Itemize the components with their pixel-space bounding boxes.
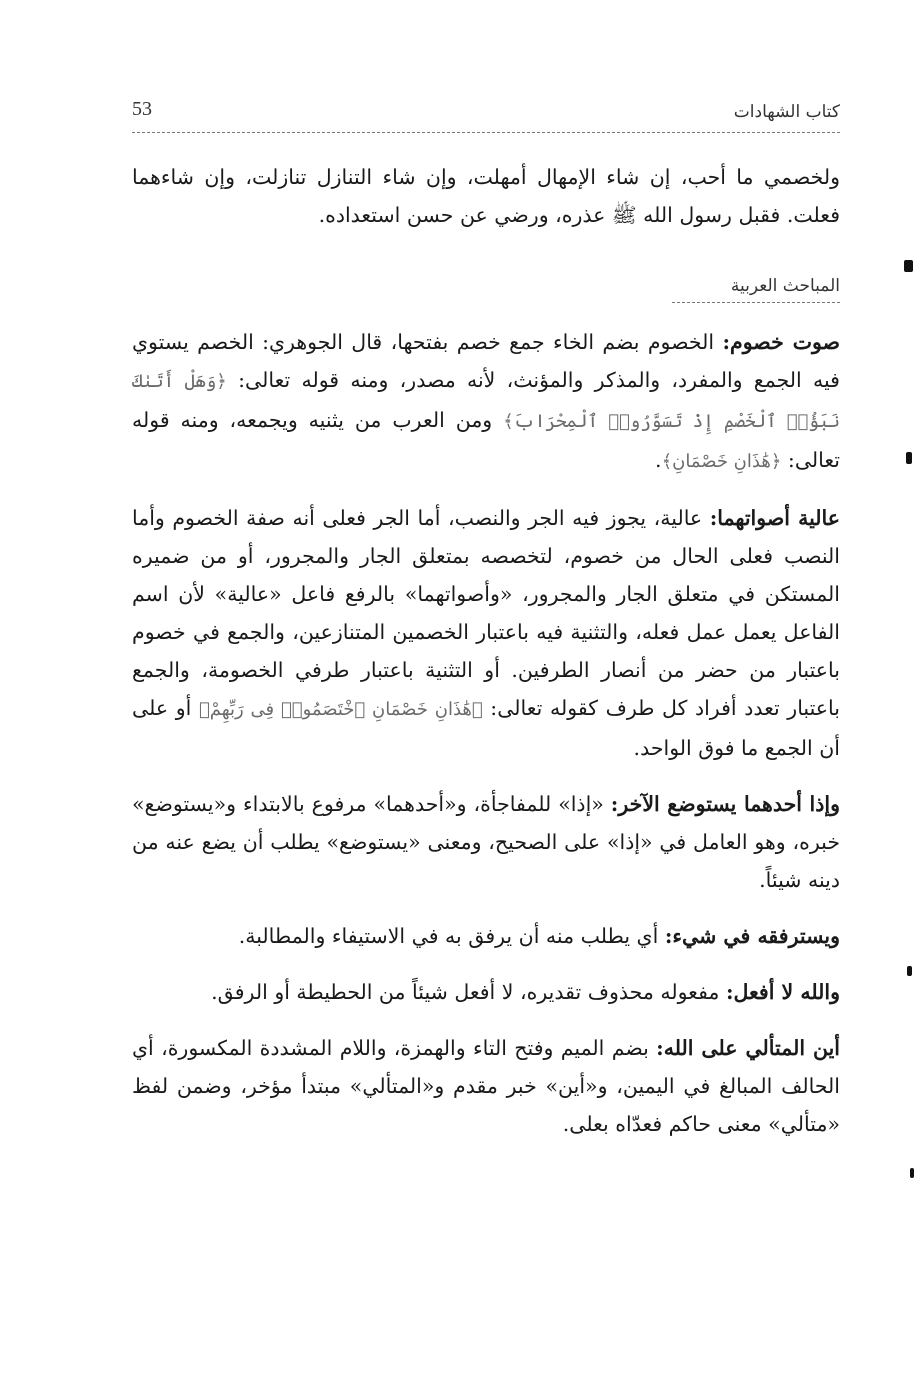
entry-term: صوت خصوم: <box>722 330 841 354</box>
entry-yastarfiquhu <box>132 917 840 955</box>
entry-la-afal <box>132 973 840 1011</box>
running-title: كتاب الشهادات <box>733 102 840 122</box>
entry-text: مفعوله محذوف تقديره، لا أفعل شيئاً من الحطيطة أو الرفق. <box>211 980 726 1004</box>
entry-al-mutaalli <box>132 1029 840 1143</box>
entry-term: ويسترفقه في شيء: <box>664 924 840 948</box>
entry-term: عالية أصواتهما: <box>709 506 840 530</box>
entry-sawt-khusum <box>132 323 840 481</box>
scan-edge-mark <box>910 1168 914 1178</box>
entry-term: وإذا أحدهما يستوضع الآخر: <box>610 792 840 816</box>
scan-edge-mark <box>907 966 912 976</box>
page-header <box>132 96 840 133</box>
entry-text: الخصوم بضم الخاء جمع خصم بفتحها، قال الجوهري: الخصم يستوي فيه الجمع والمفرد، والمذكر والمؤنث، لأنه مصدر، ومنه قوله تعالى: <box>132 330 840 392</box>
entry-aliya-aswatuhuma <box>132 499 840 767</box>
section-title: المباحث العربية <box>672 272 840 303</box>
scan-edge-mark <box>904 260 913 272</box>
entry-yastawdiu <box>132 785 840 899</box>
quran-quote: ﴿هَٰذَانِ خَصْمَانِ ٱخْتَصَمُوا۟ فِى رَبِّهِمْ﴾ <box>198 699 483 720</box>
entry-text: ومن العرب من يثنيه ويجمعه، ومنه قوله تعالى: <box>132 408 840 472</box>
quran-quote: ﴿وَهَلْ أَتَىٰكَ نَبَؤُا۟ ٱلْخَصْمِ إِذْ تَسَوَّرُوا۟ ٱلْمِحْرَابَ﴾ <box>132 371 841 432</box>
entry-text: أو على أن الجمع ما فوق الواحد. <box>132 696 840 760</box>
entry-text: بضم الميم وفتح التاء والهمزة، واللام المشددة المكسورة، أي الحالف المبالغ في اليمين، و«أين» خبر مقدم و«المتألي» مبتدأ مؤخر، وضمن لفظ «متألي» معنى حاكم فعدّاه بعلى. <box>132 1036 841 1136</box>
entry-term: أين المتألي على الله: <box>656 1036 840 1060</box>
entry-text: عالية، يجوز فيه الجر والنصب، أما الجر فعلى أنه صفة الخصوم وأما النصب فعلى الحال من خصوم، لتخصصه بمتعلق الجار والمجرور، أو من ضميره المستكن في متعلق الجار والمجرور، «وأصواتهما» بالرفع فاعل «عالية» لأن اسم الفاعل يعمل عمل فعله، والتثنية فيه باعتبار الخصمين المتنازعين، والجمع في خصوم باعتبار من حضر من أنصار الطرفين. أو التثنية باعتبار طرفي الخصومة، والجمع باعتبار تعدد أفراد كل طرف كقوله تعالى: <box>132 506 840 720</box>
entry-text: أي يطلب منه أن يرفق به في الاستيفاء والمطالبة. <box>238 924 665 948</box>
entry-term: والله لا أفعل: <box>725 980 840 1004</box>
page-body <box>132 158 840 1143</box>
scan-edge-mark <box>906 452 912 464</box>
entry-text: . <box>655 448 662 472</box>
intro-paragraph: ولخصمي ما أحب، إن شاء الإمهال أمهلت، وإن شاء التنازل تنازلت، وإن شاءهما فعلت. فقبل رسول الله ﷺ عذره، ورضي عن حسن استعداده. <box>132 165 840 227</box>
entry-text: «إذا» للمفاجأة، و«أحدهما» مرفوع بالابتداء و«يستوضع» خبره، وهو العامل في «إذا» على الصحيح، ومعنى «يستوضع» يطلب أن يضع عنه من دينه شيئاً. <box>132 792 840 892</box>
page-number: 53 <box>132 98 152 120</box>
quran-quote: ﴿هَٰذَانِ خَصْمَانِ﴾ <box>661 451 782 472</box>
